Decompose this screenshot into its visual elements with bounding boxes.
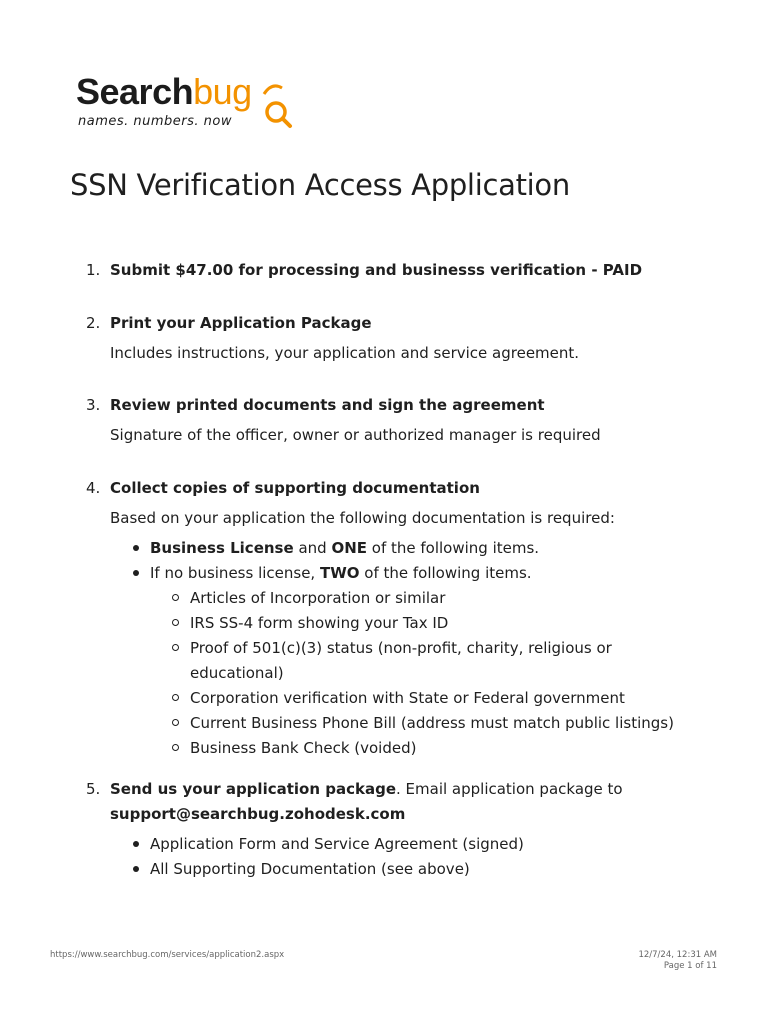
sub-list-item: Current Business Phone Bill (address must match public listings): [190, 714, 674, 732]
list-item: All Supporting Documentation (see above): [150, 860, 470, 878]
logo-tagline: names. numbers. now: [78, 114, 233, 129]
sub-list-item: Articles of Incorporation or similar: [190, 589, 446, 607]
list-item: Application Form and Service Agreement (signed): [150, 835, 524, 853]
bullet-dot: [133, 545, 139, 551]
sub-bullet-ring: [172, 719, 179, 726]
step-number: 2.: [86, 314, 101, 332]
step-title: Collect copies of supporting documentation: [110, 479, 480, 497]
step-description: Includes instructions, your application and service agreement.: [110, 344, 580, 362]
bullet-dot: [133, 841, 139, 847]
sub-list-item: Corporation verification with State or Federal government: [190, 689, 625, 707]
footer-datetime: 12/7/24, 12:31 AM: [638, 950, 717, 960]
step-number: 5.: [86, 780, 101, 798]
step-title: Review printed documents and sign the agreement: [110, 396, 545, 414]
footer-url: https://www.searchbug.com/services/application2.aspx: [50, 950, 285, 960]
step-number: 1.: [86, 261, 101, 279]
sub-bullet-ring: [172, 694, 179, 701]
step-description: Based on your application the following documentation is required:: [110, 509, 615, 527]
logo-wordmark: Searchbug: [76, 71, 252, 112]
searchbug-logo: [76, 66, 306, 136]
sub-list-item: IRS SS-4 form showing your Tax ID: [190, 614, 449, 632]
magnifier-icon: [262, 80, 302, 130]
sub-bullet-ring: [172, 744, 179, 751]
sub-list-item: Proof of 501(c)(3) status (non-profit, charity, religious or: [190, 639, 612, 657]
step-title: Submit $47.00 for processing and businesss verification - PAID: [110, 261, 643, 279]
list-item: If no business license, TWO of the following items.: [150, 564, 532, 582]
step-title: Print your Application Package: [110, 314, 372, 332]
bullet-dot: [133, 866, 139, 872]
list-item: Business License and ONE of the following items.: [150, 539, 540, 557]
sub-bullet-ring: [172, 644, 179, 651]
sub-list-item: Business Bank Check (voided): [190, 739, 417, 757]
bullet-dot: [133, 570, 139, 576]
step-description: Signature of the officer, owner or authorized manager is required: [110, 426, 601, 444]
footer-page-number: Page 1 of 11: [663, 961, 717, 971]
page-title: SSN Verification Access Application: [70, 168, 570, 202]
sub-bullet-ring: [172, 594, 179, 601]
step-number: 4.: [86, 479, 101, 497]
step-title: Send us your application package: [110, 780, 396, 798]
support-email-link[interactable]: support@searchbug.zohodesk.com: [110, 805, 406, 823]
sub-list-item-continued: educational): [190, 664, 284, 682]
step-number: 3.: [86, 396, 101, 414]
step-title-line: Send us your application package. Email application package to: [110, 780, 623, 798]
sub-bullet-ring: [172, 619, 179, 626]
